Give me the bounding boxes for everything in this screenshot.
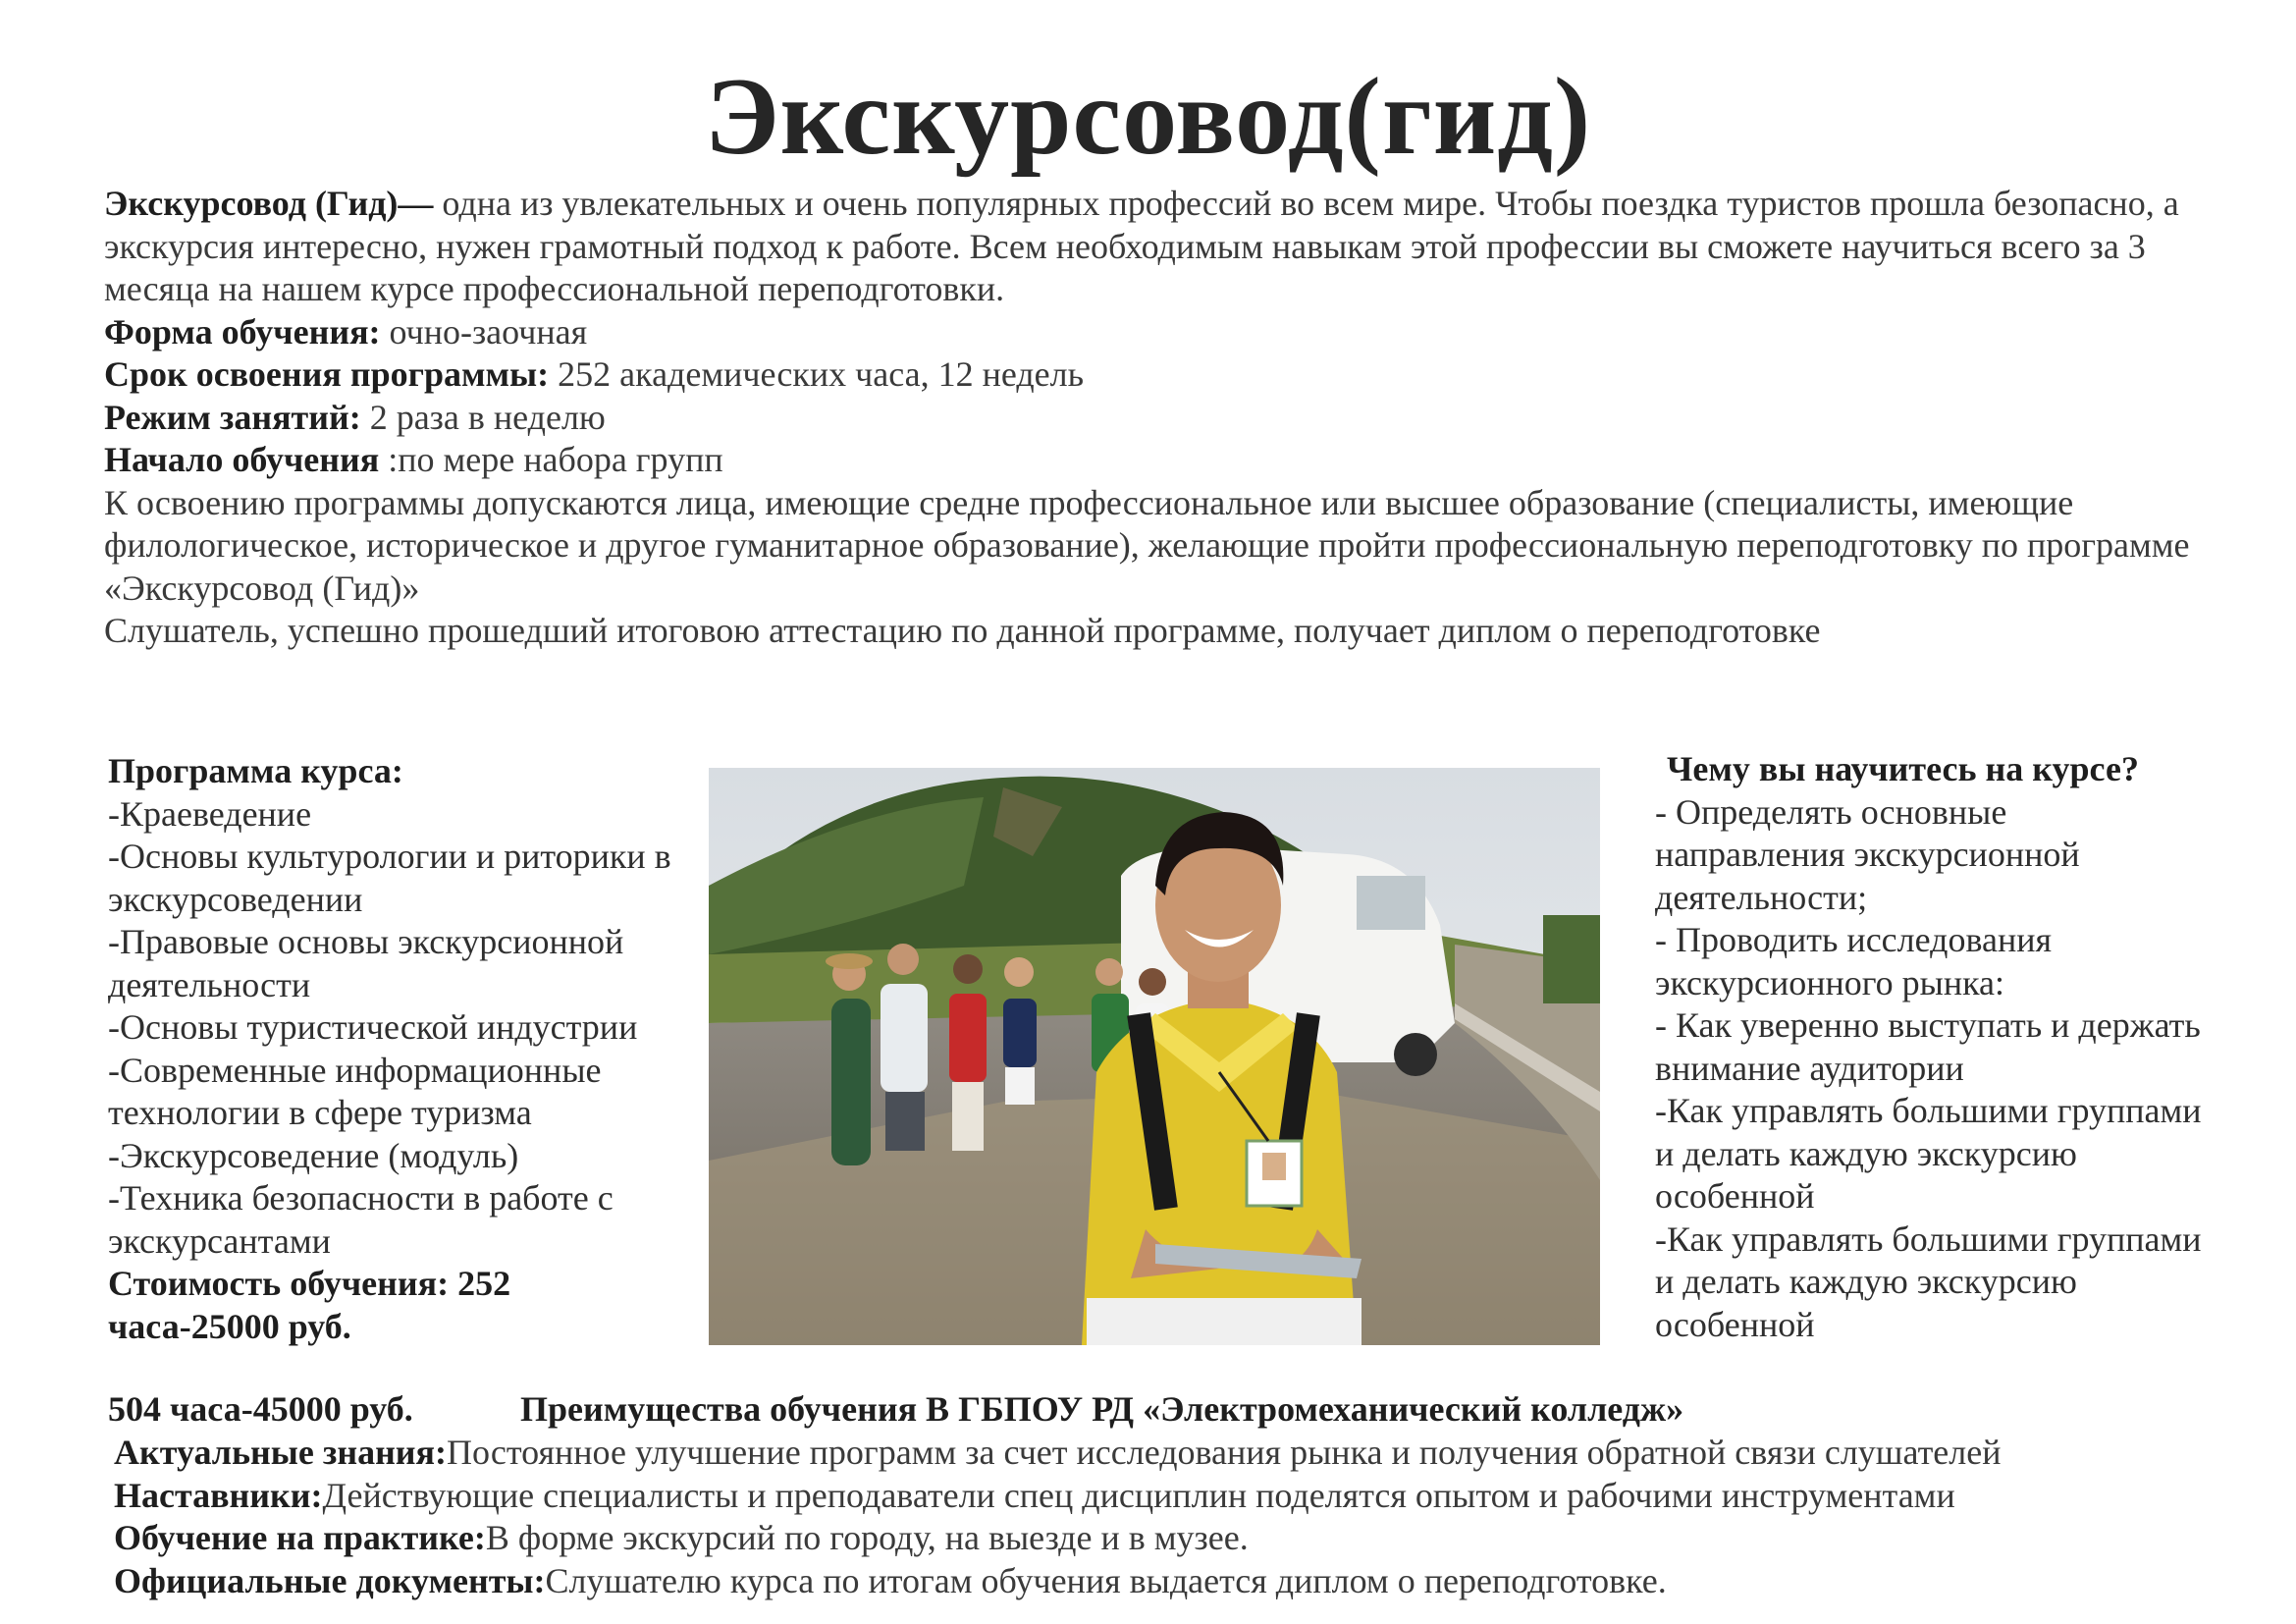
mode-row <box>104 397 2224 440</box>
program-item: -Основы туристической индустрии <box>108 1007 638 1047</box>
skill-item: - Как уверенно выступать и держать внимание аудитории <box>1655 1005 2201 1088</box>
guide-photo <box>709 768 1600 1345</box>
form-label: Форма обучения: <box>104 311 381 352</box>
advantage-label: Наставники: <box>114 1475 323 1515</box>
intro-lead: Экскурсовод (Гид)— <box>104 184 434 223</box>
page-title: Экскурсовод(гид) <box>704 56 1592 178</box>
program-section <box>108 750 687 1348</box>
advantage-label: Обучение на практике: <box>114 1518 486 1557</box>
start-row <box>104 439 2224 482</box>
advantage-text: Постоянное улучшение программ за счет исследования рынка и получения обратной связи слушателей <box>447 1433 2002 1472</box>
program-item: -Экскурсоведение (модуль) <box>108 1135 519 1175</box>
skill-item: - Проводить исследования экскурсионного рынка: <box>1655 920 2053 1002</box>
advantage-item <box>114 1475 2273 1518</box>
form-value: очно-заочная <box>380 311 588 352</box>
skill-item: -Как управлять большими группами и делать каждую экскурсию особенной <box>1655 1218 2202 1344</box>
skill-item: - Определять основные направления экскурсионной деятельности; <box>1655 791 2080 917</box>
program-item: -Краеведение <box>108 793 312 834</box>
advantage-text: Слушателю курса по итогам обучения выдается диплом о переподготовке. <box>545 1560 1667 1600</box>
form-row <box>104 311 2224 354</box>
price-252-text: Стоимость обучения: 252 часа-25000 руб. <box>108 1264 511 1346</box>
skill-item: -Как управлять большими группами и делать каждую экскурсию особенной <box>1655 1091 2202 1216</box>
intro-text: одна из увлекательных и очень популярных профессий во всем мире. Чтобы поездка туристов прошла безопасно, а экскурсия интересно, нужен грамотный подход к работе. Всем необходимым навыкам этой профессии вы сможете научиться всего за 3 месяца на нашем курсе профессиональной переподготовки. <box>104 184 2179 308</box>
price-504: 504 часа-45000 руб. <box>108 1389 413 1429</box>
mode-label: Режим занятий: <box>104 397 361 437</box>
program-item: -Современные информационные технологии в сфере туризма <box>108 1050 602 1132</box>
advantage-text: Действующие специалисты и преподаватели спец дисциплин поделятся опытом и рабочими инструментами <box>322 1475 1955 1515</box>
advantages-heading: Преимущества обучения В ГБПОУ РД «Электромеханический колледж» <box>520 1389 1684 1429</box>
admission-text: К освоению программы допускаются лица, имеющие средне профессиональное или высшее образование (специалисты, имеющие филологическое, историческое и другое гуманитарное образование), желающие пройти профессиональную переподготовку по программе «Экскурсовод (Гид)» <box>104 482 2190 608</box>
price-252 <box>108 1263 687 1348</box>
program-item: -Основы культурологии и риторики в экскурсоведении <box>108 837 671 919</box>
program-heading-text: Программа курса: <box>108 751 403 790</box>
advantage-item <box>114 1517 2273 1560</box>
diploma-text: Слушатель, успешно прошедший итоговою аттестацию по данной программе, получает диплом о переподготовке <box>104 611 1821 650</box>
term-value: 252 академических часа, 12 недель <box>549 354 1085 394</box>
start-label: Начало обучения <box>104 440 380 479</box>
advantage-label: Актуальные знания: <box>114 1433 448 1472</box>
term-row <box>104 353 2224 397</box>
guide-photo-illustration <box>709 768 1600 1345</box>
term-label: Срок освоения программы: <box>104 354 550 394</box>
advantage-label: Официальные документы: <box>114 1560 546 1600</box>
intro-section <box>104 183 2224 653</box>
advantage-text: В форме экскурсий по городу, на выезде и в музее. <box>485 1518 1249 1557</box>
advantage-item <box>114 1432 2273 1475</box>
intro-paragraph <box>104 183 2224 311</box>
program-heading <box>108 750 687 793</box>
skills-heading <box>1655 748 2205 791</box>
program-item: -Техника безопасности в работе с экскурсантами <box>108 1178 614 1261</box>
skills-section <box>1655 748 2205 1346</box>
skills-heading-text: Чему вы научитесь на курсе? <box>1667 749 2139 788</box>
advantages-list <box>114 1432 2273 1602</box>
advantage-item <box>114 1560 2273 1603</box>
program-item: -Правовые основы экскурсионной деятельности <box>108 922 624 1004</box>
start-value: :по мере набора групп <box>379 440 723 479</box>
mode-value: 2 раза в неделю <box>360 397 606 437</box>
